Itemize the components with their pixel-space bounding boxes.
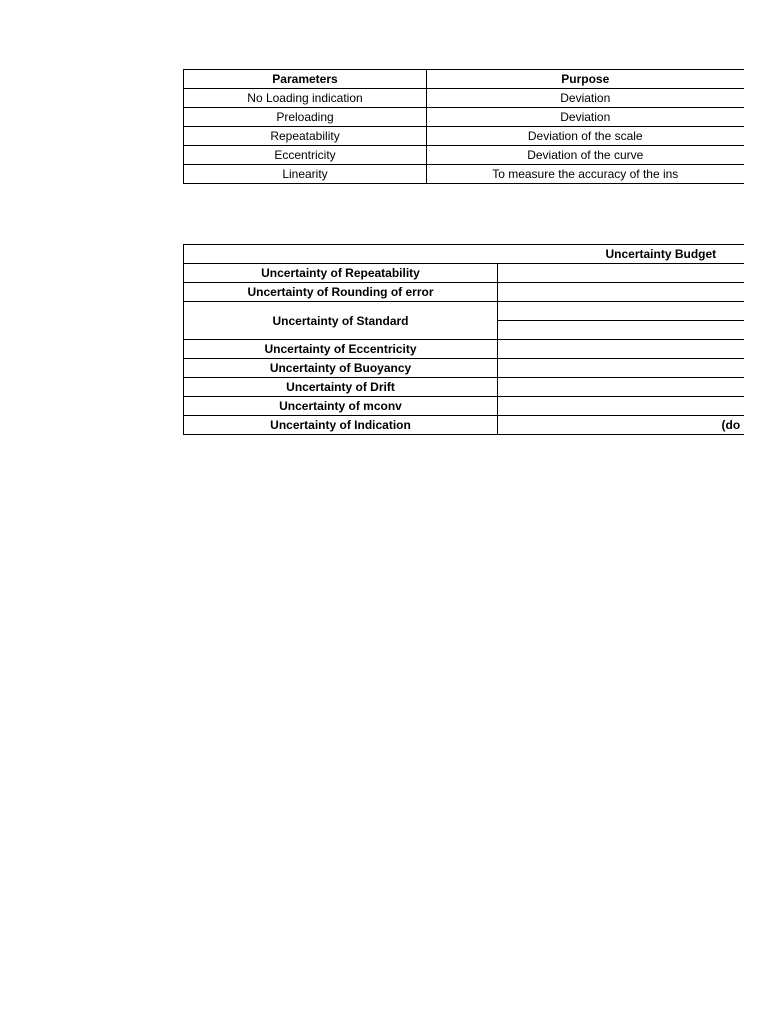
uncertainty-budget-title-text: Uncertainty Budget (605, 247, 717, 261)
uncertainty-label: Uncertainty of Standard (184, 302, 498, 340)
parameter-cell: Linearity (184, 165, 427, 184)
parameter-cell: No Loading indication (184, 89, 427, 108)
uncertainty-value (498, 283, 744, 302)
table-row (184, 108, 744, 127)
uncertainty-label: Uncertainty of mconv (184, 397, 498, 416)
parameter-cell: Preloading (184, 108, 427, 127)
header-parameters: Parameters (184, 70, 427, 89)
uncertainty-value (498, 416, 744, 435)
uncertainty-value (498, 264, 744, 283)
parameters-table (183, 69, 744, 184)
purpose-cell: To measure the accuracy of the ins (427, 165, 744, 184)
uncertainty-value-text: (do (721, 418, 741, 432)
uncertainty-label: Uncertainty of Buoyancy (184, 359, 498, 378)
uncertainty-value (498, 359, 744, 378)
table-row (184, 127, 744, 146)
uncertainty-label: Uncertainty of Repeatability (184, 264, 498, 283)
uncertainty-value (498, 302, 744, 321)
purpose-cell: Deviation of the scale (427, 127, 744, 146)
table-row (184, 359, 744, 378)
table-row (184, 416, 744, 435)
table-row (184, 283, 744, 302)
uncertainty-value (498, 397, 744, 416)
table-row (184, 89, 744, 108)
table-row (184, 378, 744, 397)
uncertainty-label: Uncertainty of Indication (184, 416, 498, 435)
purpose-cell: Deviation of the curve (427, 146, 744, 165)
uncertainty-value (498, 340, 744, 359)
uncertainty-budget-table-container (183, 244, 741, 440)
table-title-row (184, 245, 744, 264)
parameter-cell: Repeatability (184, 127, 427, 146)
parameter-cell: Eccentricity (184, 146, 427, 165)
purpose-cell: Deviation (427, 89, 744, 108)
uncertainty-label: Uncertainty of Rounding of error (184, 283, 498, 302)
uncertainty-budget-title (184, 245, 744, 264)
table-row (184, 165, 744, 184)
purpose-cell: Deviation (427, 108, 744, 127)
table-row (184, 397, 744, 416)
uncertainty-value-sub (498, 321, 744, 340)
uncertainty-label: Uncertainty of Drift (184, 378, 498, 397)
table-row (184, 264, 744, 283)
table-row (184, 340, 744, 359)
uncertainty-value (498, 378, 744, 397)
header-purpose: Purpose (427, 70, 744, 89)
table-row (184, 146, 744, 165)
uncertainty-label: Uncertainty of Eccentricity (184, 340, 498, 359)
uncertainty-budget-table (183, 244, 744, 435)
parameters-table-container (183, 69, 679, 187)
table-row (184, 302, 744, 321)
table-header-row (184, 70, 744, 89)
